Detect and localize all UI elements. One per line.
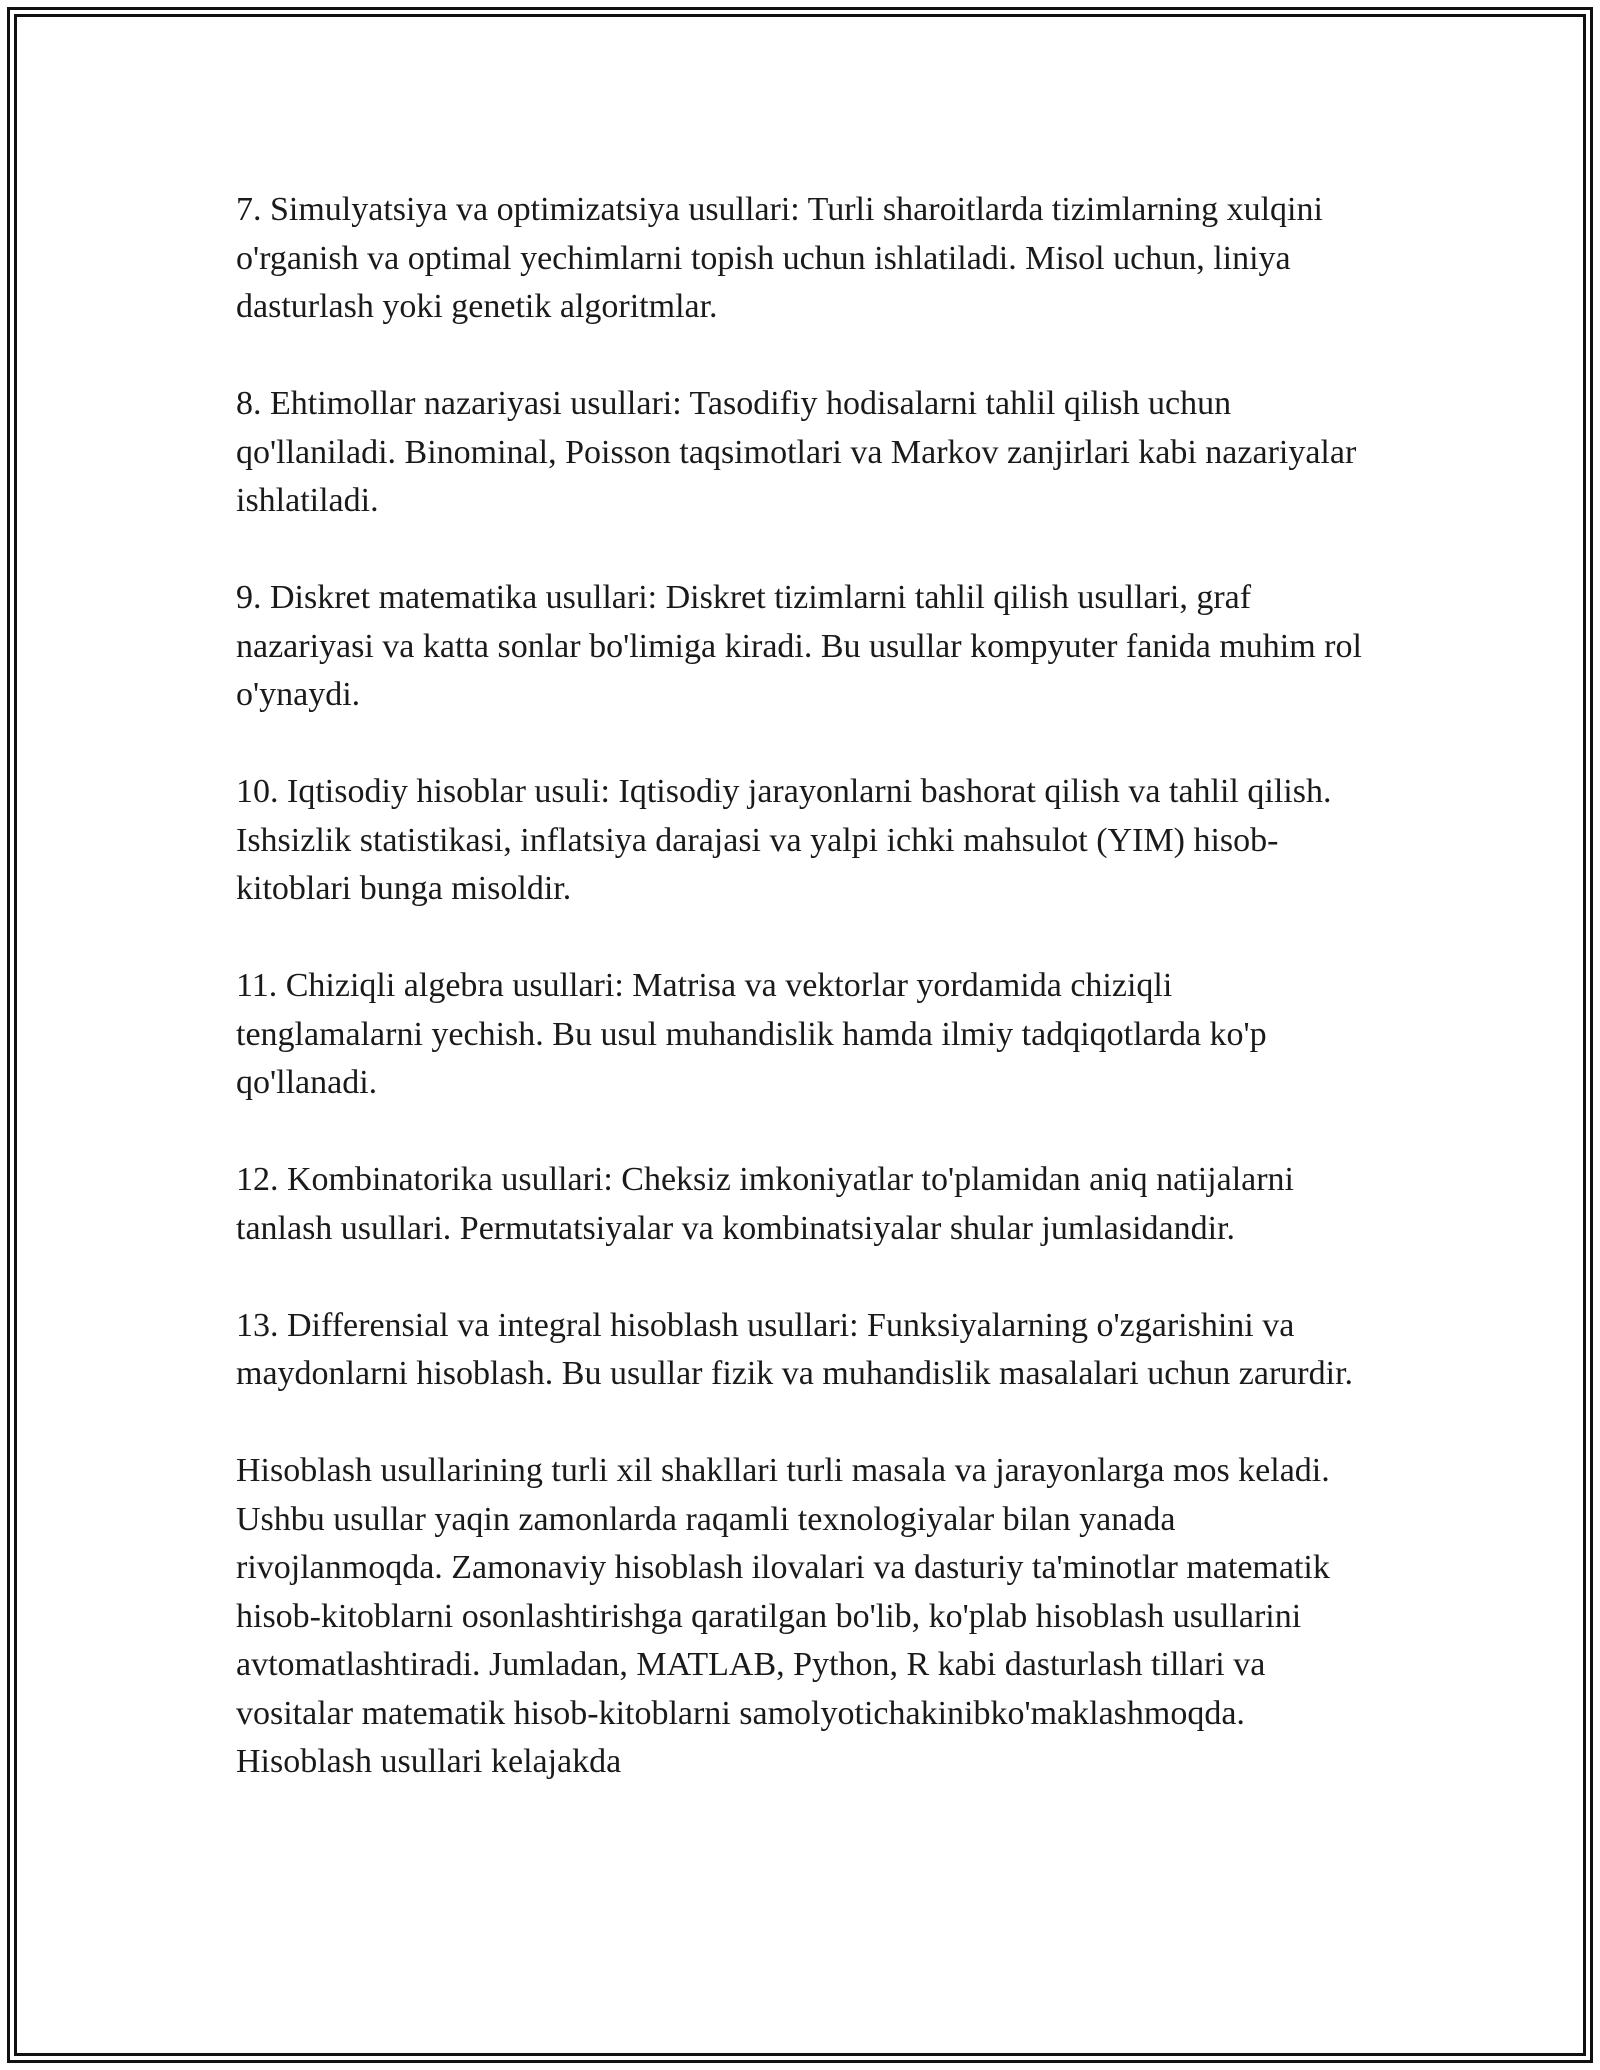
paragraph-item-13: 13. Differensial va integral hisoblash usullari: Funksiyalarning o'zgarishini va maydonlarni hisoblash. Bu usullar fizik va muhandislik masalalari uchun zarurdir. (236, 1306, 1354, 1392)
paragraph-item-10: 10. Iqtisodiy hisoblar usuli: Iqtisodiy jarayonlarni bashorat qilish va tahlil qilish. Ishsizlik statistikasi, inflatsiya darajasi va yalpi ichki mahsulot (YIM) hisob-kitoblari bunga misoldir. (236, 773, 1332, 907)
paragraph-item-9: 9. Diskret matematika usullari: Diskret tizimlarni tahlil qilish usullari, graf nazariyasi va katta sonlar bo'limiga kiradi. Bu usullar kompyuter fanida muhim rol o'ynaydi. (236, 579, 1362, 713)
paragraph-item-7: 7. Simulyatsiya va optimizatsiya usullari: Turli sharoitlarda tizimlarning xulqini o'rganish va optimal yechimlarni topish uchun ishlatiladi. Misol uchun, liniya dasturlash yoki genetik algoritmlar. (236, 191, 1323, 325)
paragraph-item-8: 8. Ehtimollar nazariyasi usullari: Tasodifiy hodisalarni tahlil qilish uchun qo'llaniladi. Binominal, Poisson taqsimotlari va Markov zanjirlari kabi nazariyalar ishlatiladi. (236, 385, 1357, 519)
document-body (236, 186, 1366, 1787)
paragraph-conclusion: Hisoblash usullarining turli xil shakllari turli masala va jarayonlarga mos keladi. Ushbu usullar yaqin zamonlarda raqamli texnologiyalar bilan yanada rivojlanmoqda. Zamonaviy hisoblash ilovalari va dasturiy ta'minotlar matematik hisob-kitoblarni osonlashtirishga qaratilgan bo'lib, ko'plab hisoblash usullarini avtomatlashtiradi. Jumladan, MATLAB, Python, R kabi dasturlash tillari va vositalar matematik hisob-kitoblarni samolyotichakinibko'maklashmoqda. Hisoblash usullari kelajakda (236, 1452, 1330, 1780)
paragraph-item-11: 11. Chiziqli algebra usullari: Matrisa va vektorlar yordamida chiziqli tenglamalarni yechish. Bu usul muhandislik hamda ilmiy tadqiqotlarda ko'p qo'llanadi. (236, 967, 1267, 1101)
paragraph-item-12: 12. Kombinatorika usullari: Cheksiz imkoniyatlar to'plamidan aniq natijalarni tanlash usullari. Permutatsiyalar va kombinatsiyalar shular jumlasidandir. (236, 1161, 1295, 1247)
